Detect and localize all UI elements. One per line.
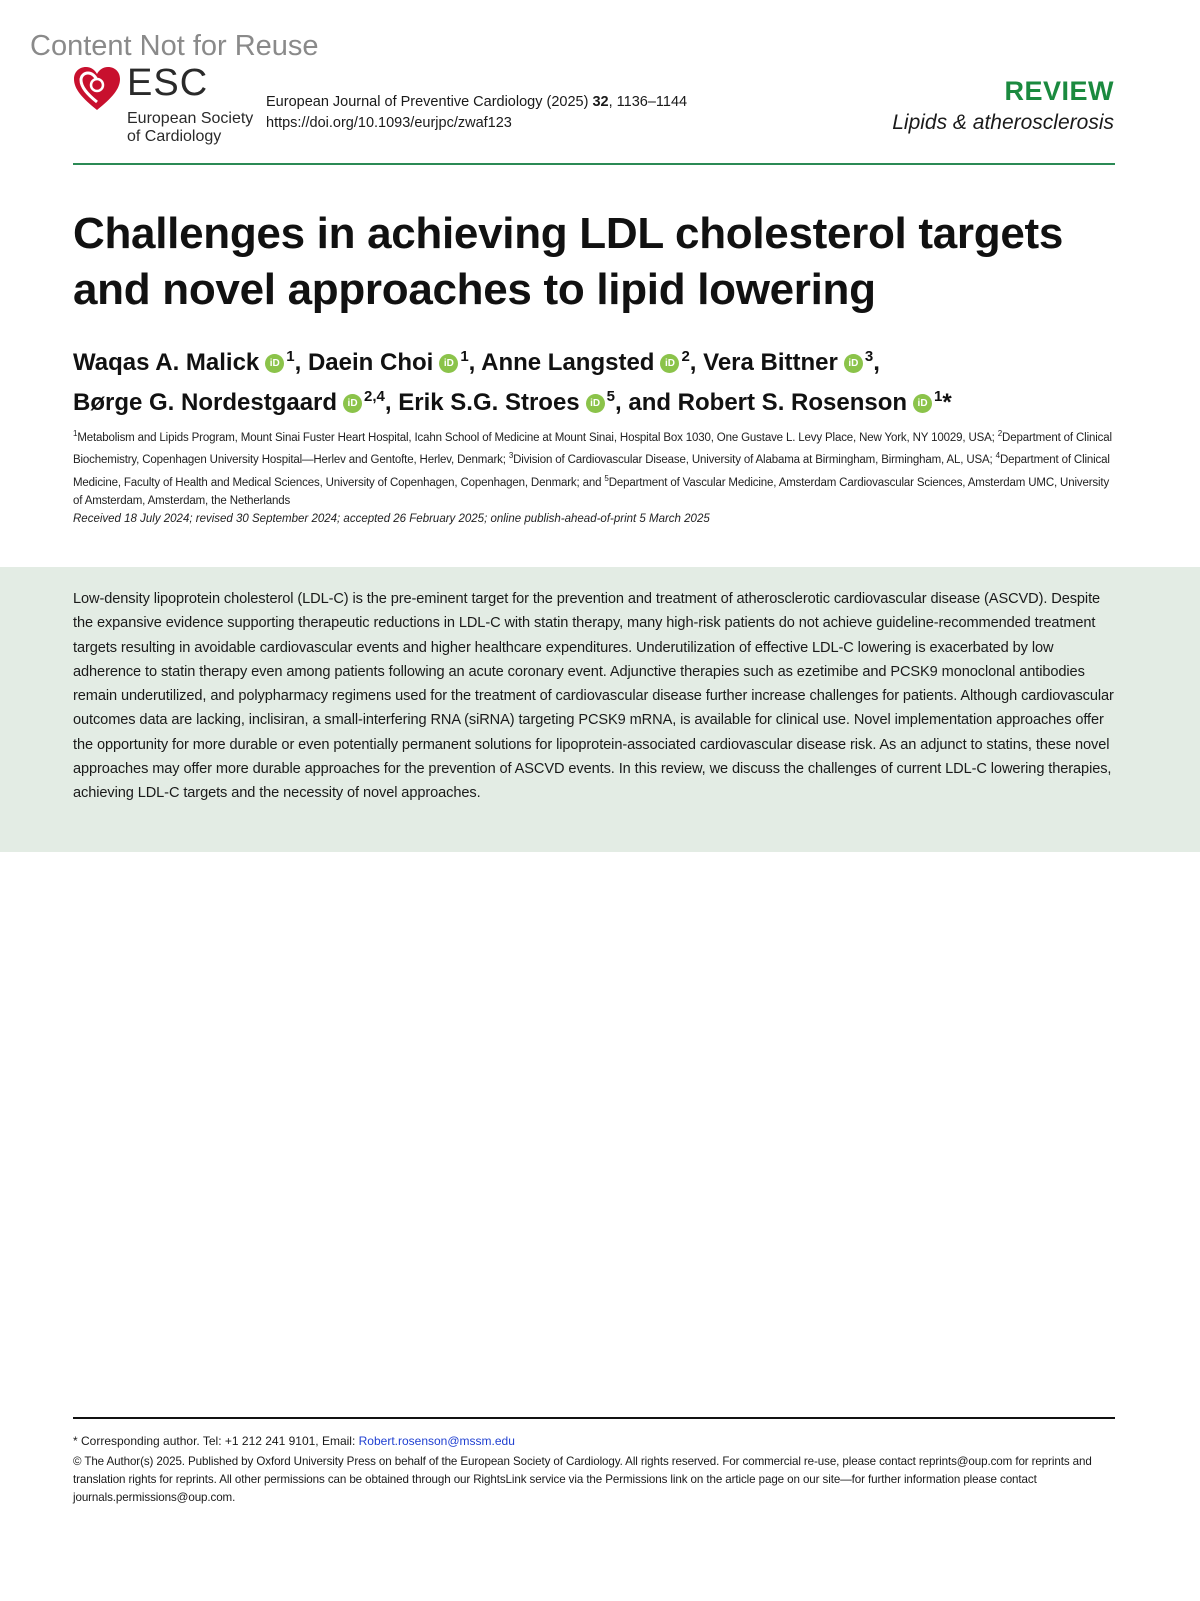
- orcid-icon[interactable]: iD: [265, 354, 284, 373]
- author-affiliation-number: 1: [460, 348, 469, 365]
- author-list: [73, 340, 1133, 420]
- author-affiliation-number: 1: [934, 388, 943, 405]
- orcid-icon[interactable]: iD: [586, 394, 605, 413]
- author-name: Waqas A. Malick: [73, 349, 260, 376]
- affiliation-number: 1: [73, 429, 78, 438]
- author: [628, 389, 951, 416]
- affiliation-number: 2: [997, 429, 1003, 438]
- author: [481, 349, 696, 376]
- author-separator: ,: [294, 349, 302, 376]
- esc-logo[interactable]: [72, 62, 262, 150]
- author-affiliation-number: 2: [681, 348, 690, 365]
- watermark: Content Not for Reuse: [30, 30, 319, 62]
- author: [398, 389, 621, 416]
- author: [308, 349, 475, 376]
- author: [73, 349, 301, 376]
- affiliation-text: Division of Cardiovascular Disease, University of Alabama at Birmingham, Birmingham, AL, USA;: [513, 454, 996, 467]
- author-affiliation-number: 2,4: [364, 388, 385, 405]
- author-name: Anne Langsted: [481, 349, 655, 376]
- author-name: Daein Choi: [307, 349, 434, 376]
- corresponding-author: * Corresponding author. Tel: +1 212 241 9101, Email: Robert.rosenson@mssm.edu: [73, 1434, 515, 1448]
- received-dates: Received 18 July 2024; revised 30 September 2024; accepted 26 February 2025; online publish-ahead-of-print 5 March 2025: [73, 513, 710, 525]
- affiliation-text: Department of Clinical Biochemistry, Copenhagen University Hospital—Herlev and Gentofte, Herlev, Denmark;: [73, 431, 1112, 467]
- footnote-divider: [73, 1417, 1115, 1419]
- orcid-icon[interactable]: iD: [439, 354, 458, 373]
- abstract-text: Low-density lipoprotein cholesterol (LDL-C) is the pre-eminent target for the prevention and treatment of atherosclerotic cardiovascular disease (ASCVD). Despite the expansive evidence supporting therapeutic reductions in LDL-C with statin therapy, many high-risk patients do not achieve guideline-recommended treatment targets resulting in avoidable cardiovascular events and higher healthcare expenditures. Underutilization of effective LDL-C lowering is exacerbated by low adherence to statin therapy even among patients following an acute coronary event. Adjunctive therapies such as ezetimibe and PCSK9 monoclonal antibodies remain underutilized, and polypharmacy regimens used for the treatment of cardiovascular disease further increase challenges for patients. Although cardiovascular outcomes data are lacking, inclisiran, a small-interfering RNA (siRNA) targeting PCSK9 mRNA, is available for clinical use. Novel implementation approaches offer the opportunity for more durable or even potentially permanent solutions for lipoprotein-associated cardiovascular disease risk. As an adjunct to statins, these novel approaches may offer more durable approaches for the prevention of ASCVD events. In this review, we discuss the challenges of current LDL-C lowering therapies, achieving LDL-C targets and the necessity of novel approaches.: [73, 591, 1114, 802]
- orcid-icon[interactable]: iD: [844, 354, 863, 373]
- author-name: and Robert S. Rosenson: [628, 389, 908, 416]
- author-name: Erik S.G. Stroes: [398, 389, 580, 416]
- header-divider: [73, 163, 1115, 165]
- journal-info: [266, 92, 687, 134]
- orcid-icon[interactable]: iD: [343, 394, 362, 413]
- author-affiliation-number: 1: [286, 348, 295, 365]
- copyright-notice: © The Author(s) 2025. Published by Oxford University Press on behalf of the European Society of Cardiology. All rights reserved. For commercial re-use, please contact reprints@oup.com for reprints and translation rights for reprints. All other permissions can be obtained through our RightsLink service via the Permissions link on the article page on our site—for further information please contact journals.permissions@oup.com.: [73, 1455, 1092, 1504]
- article-title: Challenges in achieving LDL cholesterol targets and novel approaches to lipid lowering: [73, 209, 1064, 314]
- affiliation-text: Department of Vascular Medicine, Amsterdam Cardiovascular Sciences, Amsterdam UMC, University of Amsterdam, Amsterdam, the Netherlands: [73, 476, 1110, 507]
- author-separator: ,: [615, 389, 622, 416]
- author-separator: ,: [873, 349, 880, 376]
- email-link[interactable]: Robert.rosenson@mssm.edu: [358, 1434, 515, 1448]
- author-separator: ,: [689, 349, 697, 376]
- review-label: REVIEW: [1004, 76, 1114, 106]
- affiliation-text: Department of Clinical Medicine, Faculty of Health and Medical Sciences, University of Copenhagen, Copenhagen, Denmark; and: [73, 454, 1110, 489]
- heart-logo-icon: [72, 66, 122, 112]
- author-separator: ,: [384, 389, 392, 416]
- author-separator: ,: [468, 349, 476, 376]
- doi-link[interactable]: https://doi.org/10.1093/eurjpc/zwaf123: [266, 115, 512, 131]
- esc-logo-subtitle: European Society of Cardiology: [127, 110, 254, 145]
- author-separator: *: [942, 389, 952, 416]
- author-name: Vera Bittner: [703, 349, 838, 376]
- author: [703, 349, 880, 376]
- author-affiliation-number: 5: [606, 388, 615, 405]
- orcid-icon[interactable]: iD: [913, 394, 932, 413]
- affiliation-number: 3: [508, 451, 514, 461]
- affiliation-text: Metabolism and Lipids Program, Mount Sinai Fuster Heart Hospital, Icahn School of Medicine at Mount Sinai, Hospital Box 1030, One Gustave L. Levy Place, New York, NY 10029, USA;: [77, 431, 998, 444]
- author: [73, 389, 392, 416]
- author-affiliation-number: 3: [864, 348, 874, 365]
- affiliation-number: 5: [604, 473, 609, 483]
- journal-citation: European Journal of Preventive Cardiology (2025) 32, 1136–1144: [266, 94, 688, 110]
- review-category: Lipids & atherosclerosis: [892, 111, 1114, 134]
- section-label: [892, 76, 1114, 135]
- author-name: Børge G. Nordestgaard: [73, 389, 338, 416]
- affiliation-number: 4: [995, 451, 1000, 461]
- orcid-icon[interactable]: iD: [660, 354, 679, 373]
- esc-logo-text: ESC: [127, 62, 209, 104]
- affiliations: [73, 425, 1118, 510]
